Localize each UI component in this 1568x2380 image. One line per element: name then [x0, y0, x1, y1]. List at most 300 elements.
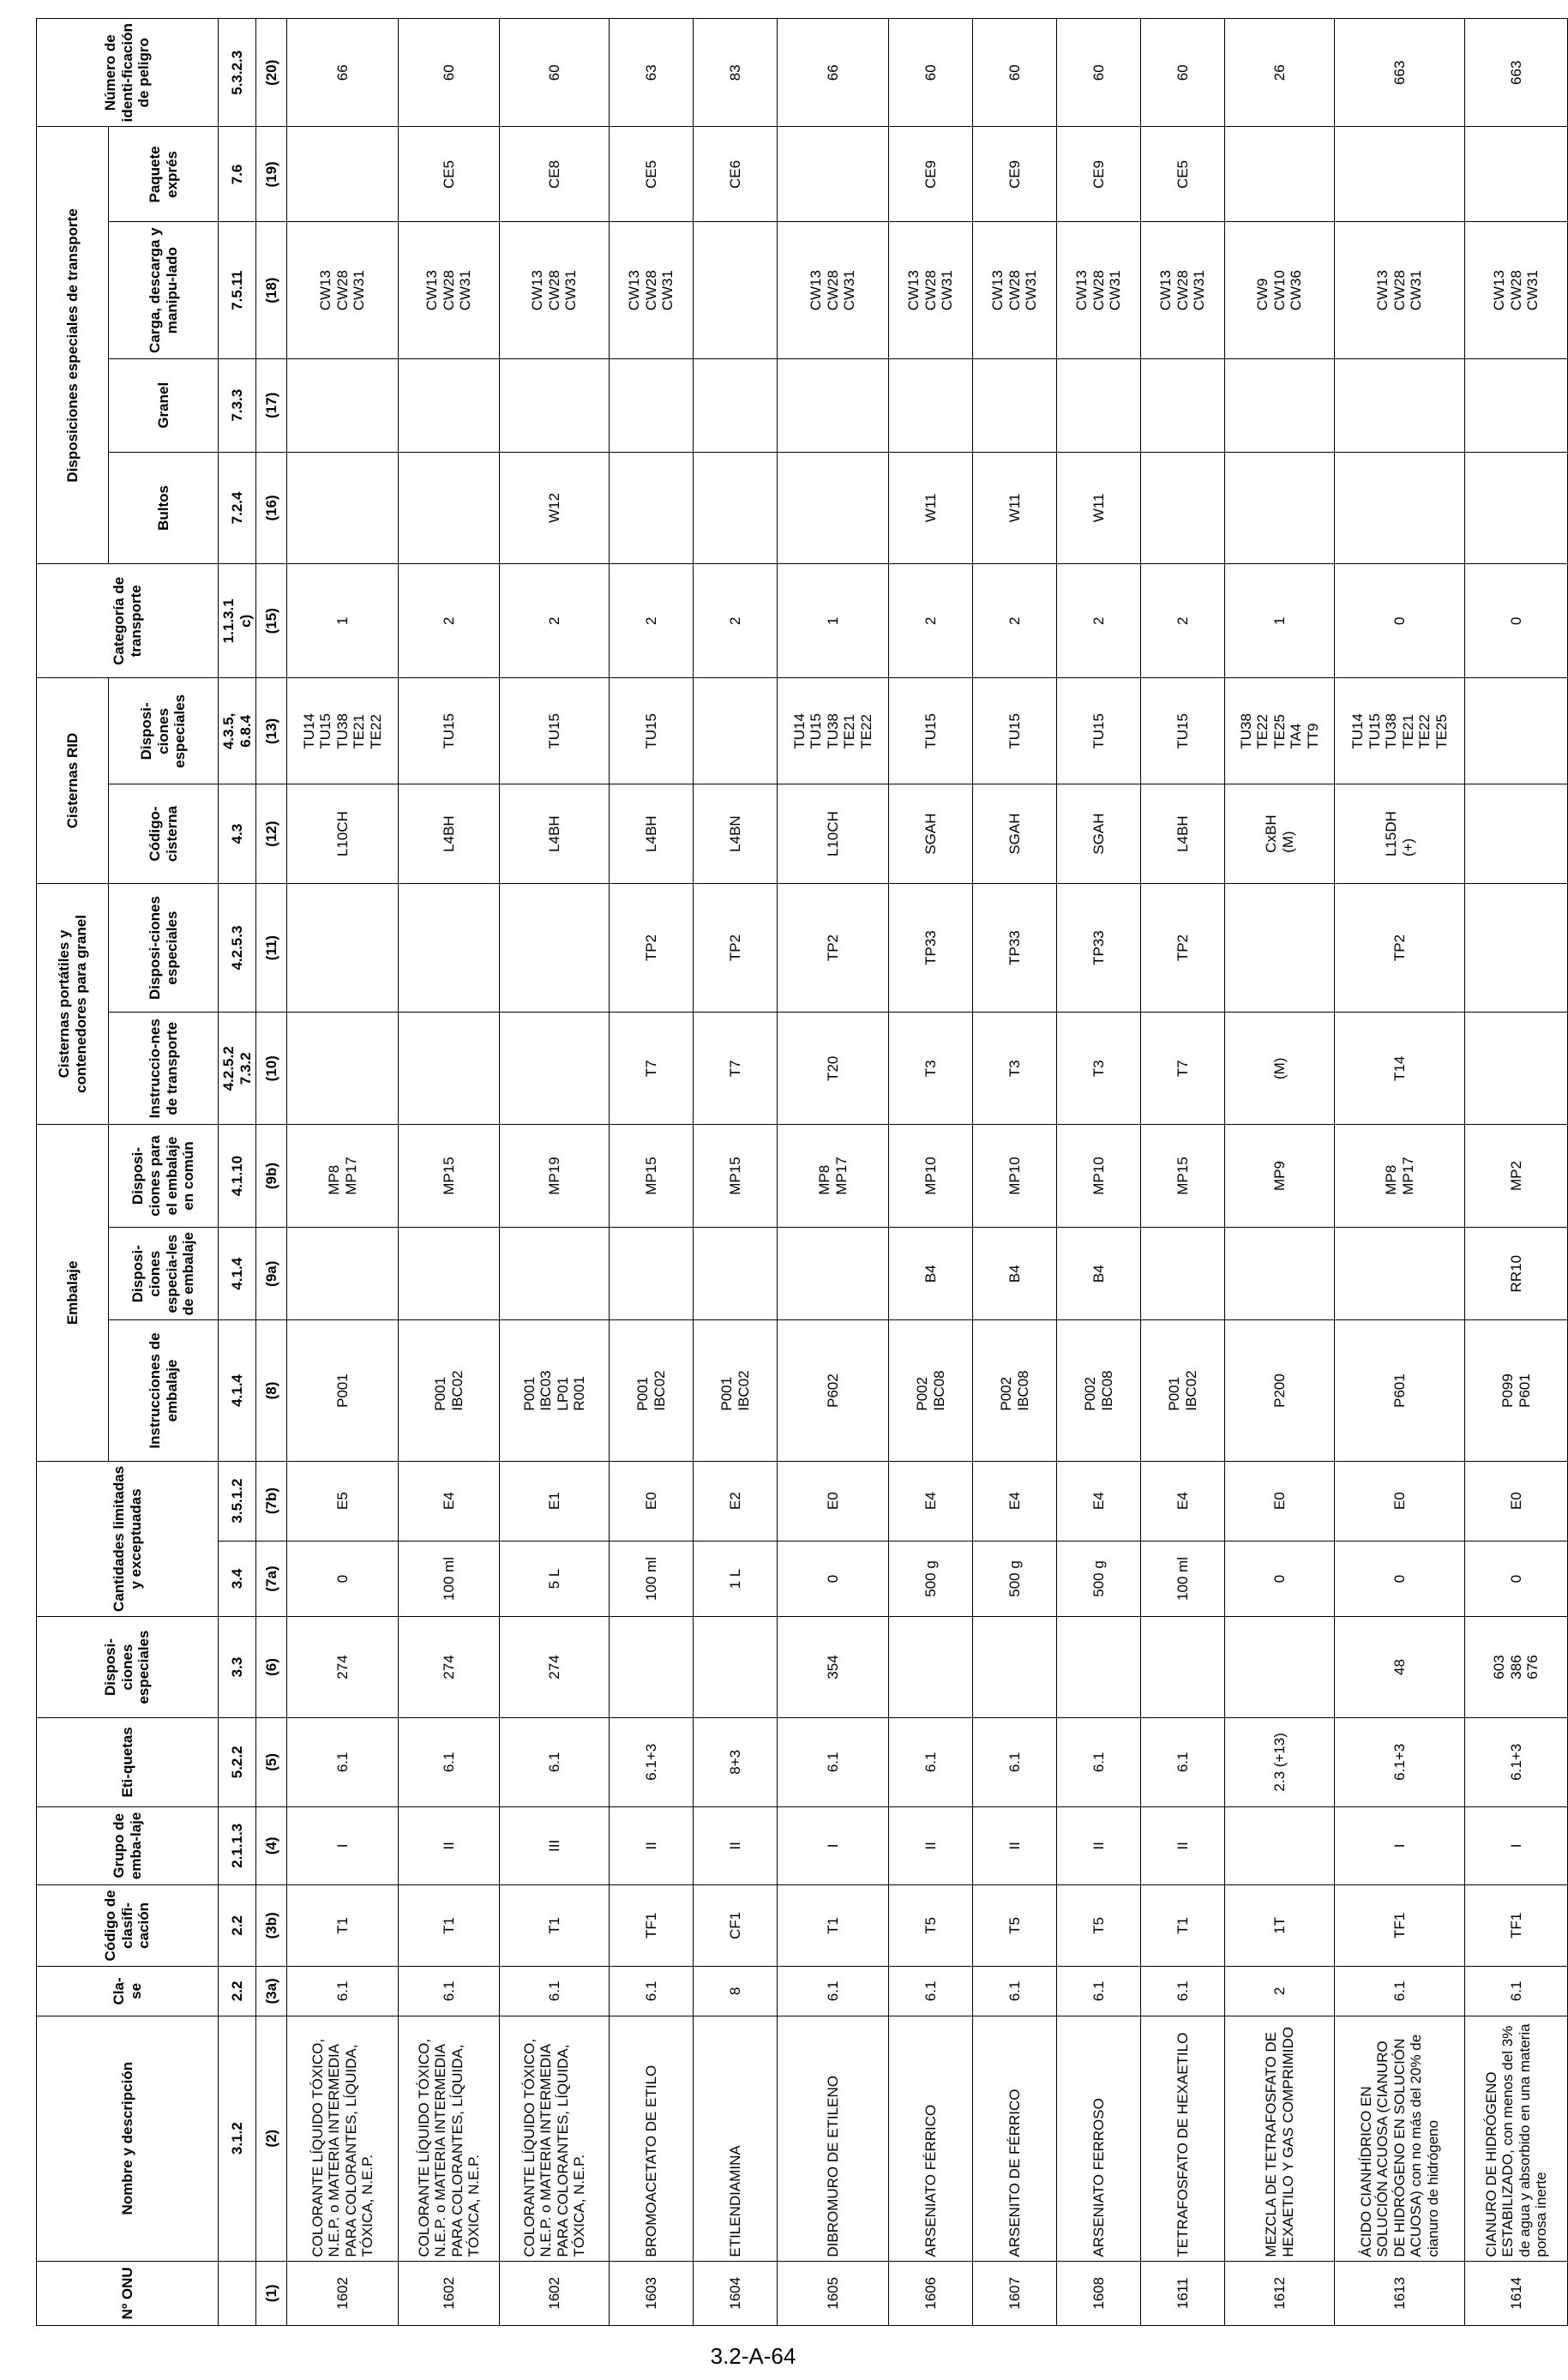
- cell-c9b-value: MP10: [1090, 1157, 1107, 1195]
- cell-un: 1607: [973, 2261, 1057, 2325]
- cell-c17: [778, 358, 889, 452]
- cell-clase: 8: [694, 1967, 778, 2016]
- cell-c10: [1465, 1013, 1568, 1125]
- header-carga: Carga, descarga y manipu-lado: [109, 222, 219, 359]
- cell-clase: 6.1: [778, 1967, 889, 2016]
- cell-grupo: [1225, 1806, 1335, 1884]
- cell-un: 1602: [399, 2261, 500, 2325]
- cell-c18: [973, 222, 1057, 359]
- cell-instr-value: P002 IBC08: [998, 1370, 1031, 1411]
- cell-name: BROMOACETATO DE ETILO: [610, 2016, 694, 2261]
- cell-un: 1602: [500, 2261, 610, 2325]
- table-row: [1141, 19, 1225, 2326]
- cell-grupo: I: [1465, 1806, 1568, 1884]
- cell-name: ARSENIATO FÉRRICO: [889, 2016, 973, 2261]
- cell-c7a: 1 L: [694, 1541, 778, 1617]
- cell-c19: [1465, 127, 1568, 222]
- ref-cell: 5.2.2: [219, 1717, 256, 1806]
- cell-c9b-value: MP9: [1271, 1161, 1288, 1192]
- cell-un: 1605: [778, 2261, 889, 2325]
- cell-disp: [694, 1617, 778, 1717]
- cell-c17: [1057, 358, 1141, 452]
- cell-c13-value: TU38 TE22 TE25 TA4 TT9: [1237, 713, 1321, 749]
- cell-c9a: B4: [1057, 1227, 1141, 1320]
- cell-c10: (M): [1225, 1013, 1335, 1125]
- cell-c11: TP2: [694, 883, 778, 1013]
- header-cisternas-portatiles: Cisternas portátiles y contenedores para granel: [37, 883, 109, 1124]
- cell-c9b: [287, 1125, 399, 1228]
- ref-cell: 2.1.1.3: [219, 1806, 256, 1884]
- cell-disp-value: 274: [333, 1655, 351, 1680]
- cell-c11: [500, 883, 610, 1013]
- cell-c12-value: L4BH: [545, 815, 562, 852]
- cell-c13: [610, 678, 694, 784]
- ref-cell: 7.5.11: [219, 222, 256, 359]
- header-codigo: Código de clasifi-cación: [37, 1884, 219, 1966]
- cell-c13-value: TU15: [1006, 713, 1023, 749]
- cell-c7a: 5 L: [500, 1541, 610, 1617]
- cell-c10: T7: [1141, 1013, 1225, 1125]
- header-instr-embalaje: Instrucciones de embalaje: [109, 1320, 219, 1461]
- cell-c12: [973, 784, 1057, 883]
- cell-c17: [1465, 358, 1568, 452]
- cell-c7b: E0: [1225, 1461, 1335, 1541]
- cell-codigo: T1: [500, 1884, 610, 1966]
- cell-c12: [778, 784, 889, 883]
- cell-c19: CE8: [500, 127, 610, 222]
- cell-c19: CE5: [399, 127, 500, 222]
- column-number-cell: (20): [256, 19, 287, 127]
- cell-clase: 6.1: [973, 1967, 1057, 2016]
- cell-c18: [694, 222, 778, 359]
- column-number-cell: (17): [256, 358, 287, 452]
- column-number-cell: (13): [256, 678, 287, 784]
- cell-c16: [778, 452, 889, 564]
- cell-c7a: 500 g: [973, 1541, 1057, 1617]
- cell-un: 1614: [1465, 2261, 1568, 2325]
- ref-cell: 3.1.2: [219, 2016, 256, 2261]
- cell-c13: [973, 678, 1057, 784]
- cell-c19: CE9: [973, 127, 1057, 222]
- cell-clase: 6.1: [610, 1967, 694, 2016]
- cell-etiq: 6.1+3: [1465, 1717, 1568, 1806]
- cell-c15: 1: [778, 564, 889, 678]
- cell-c7a: 100 ml: [1141, 1541, 1225, 1617]
- cell-c18: [1465, 222, 1568, 359]
- cell-instr: [1057, 1320, 1141, 1461]
- cell-grupo: II: [694, 1806, 778, 1884]
- cell-clase: 6.1: [399, 1967, 500, 2016]
- cell-c7b: E2: [694, 1461, 778, 1541]
- cell-c18-value: CW9 CW10 CW36: [1254, 270, 1305, 311]
- cell-c12: [610, 784, 694, 883]
- cell-c19: CE9: [1057, 127, 1141, 222]
- cell-grupo: II: [1057, 1806, 1141, 1884]
- column-number-cell: (10): [256, 1013, 287, 1125]
- cell-c13: [889, 678, 973, 784]
- cell-etiq: 6.1: [889, 1717, 973, 1806]
- cell-c18: [1057, 222, 1141, 359]
- cell-disp: [1141, 1617, 1225, 1717]
- table-row: [889, 19, 973, 2326]
- ref-cell: 7.3.3: [219, 358, 256, 452]
- ref-cell: 5.3.2.3: [219, 19, 256, 127]
- cell-clase: 6.1: [1335, 1967, 1465, 2016]
- cell-name: ETILENDIAMINA: [694, 2016, 778, 2261]
- cell-disp: [500, 1617, 610, 1717]
- cell-c9a: [1225, 1227, 1335, 1320]
- cell-c20: 663: [1335, 19, 1465, 127]
- cell-grupo: II: [399, 1806, 500, 1884]
- cell-c9b-value: MP8 MP17: [1383, 1157, 1416, 1195]
- cell-c9a: [1335, 1227, 1465, 1320]
- cell-c7b: E0: [1465, 1461, 1568, 1541]
- cell-c10: T3: [973, 1013, 1057, 1125]
- cell-c11: TP2: [610, 883, 694, 1013]
- column-number-cell: (4): [256, 1806, 287, 1884]
- cell-c9a: [694, 1227, 778, 1320]
- cell-instr: [1141, 1320, 1225, 1461]
- cell-instr: [399, 1320, 500, 1461]
- cell-c18-value: CW13 CW28 CW31: [1491, 270, 1541, 311]
- cell-c11: TP33: [973, 883, 1057, 1013]
- cell-instr-value: P002 IBC08: [914, 1370, 947, 1411]
- table-row: [1335, 19, 1465, 2326]
- cell-c10: T3: [889, 1013, 973, 1125]
- cell-codigo: T1: [287, 1884, 399, 1966]
- cell-c12-value: SGAH: [1090, 813, 1107, 855]
- cell-c9b: [610, 1125, 694, 1228]
- cell-c9a: [287, 1227, 399, 1320]
- cell-c18-value: CW13 CW28 CW31: [1374, 270, 1425, 311]
- cell-c12: [1141, 784, 1225, 883]
- cell-etiq: 6.1+3: [610, 1717, 694, 1806]
- cell-un: 1606: [889, 2261, 973, 2325]
- cell-c18: [500, 222, 610, 359]
- ref-cell: 2.2: [219, 1967, 256, 2016]
- cell-etiq: 6.1: [1141, 1717, 1225, 1806]
- cell-c12-value: SGAH: [922, 813, 939, 855]
- ref-cell: 4.2.5.2 7.3.2: [219, 1013, 256, 1125]
- cell-c9b: [694, 1125, 778, 1228]
- cell-c9b-value: MP15: [1174, 1157, 1191, 1195]
- cell-c9a: B4: [889, 1227, 973, 1320]
- cell-c13-value: TU14 TU15 TU38 TE21 TE22: [300, 713, 384, 749]
- page-number: 3.2-A-64: [710, 2343, 796, 2369]
- cell-grupo: III: [500, 1806, 610, 1884]
- cell-c15: 2: [500, 564, 610, 678]
- cell-instr-value: P002 IBC08: [1082, 1370, 1115, 1411]
- cell-etiq: 6.1: [778, 1717, 889, 1806]
- header-cisternas-rid: Cisternas RID: [37, 678, 109, 883]
- cell-c13-value: TU15: [440, 713, 457, 749]
- cell-c16: [1225, 452, 1335, 564]
- cell-disp-value: 274: [545, 1655, 562, 1680]
- cell-instr-value: P001 IBC02: [432, 1370, 466, 1411]
- cell-c13: [1141, 678, 1225, 784]
- cell-c12-value: L4BN: [726, 815, 743, 852]
- cell-c9a: [1141, 1227, 1225, 1320]
- cell-c13-value: TU15: [1090, 713, 1107, 749]
- table-row: [610, 19, 694, 2326]
- cell-instr: [778, 1320, 889, 1461]
- cell-disp: [399, 1617, 500, 1717]
- cell-disp: [778, 1617, 889, 1717]
- cell-c20: 63: [610, 19, 694, 127]
- cell-clase: 6.1: [1141, 1967, 1225, 2016]
- cell-c9a: [500, 1227, 610, 1320]
- cell-name: COLORANTE LÍQUIDO TÓXICO, N.E.P. o MATERIA INTERMEDIA PARA COLORANTES, LÍQUIDA, TÓXICA, N.E.P.: [287, 2016, 399, 2261]
- cell-etiq: 6.1: [973, 1717, 1057, 1806]
- cell-c12-value: L4BH: [1174, 815, 1191, 852]
- cell-c9b-value: MP10: [922, 1157, 939, 1195]
- cell-c12: [1335, 784, 1465, 883]
- cell-c7a: 0: [1225, 1541, 1335, 1617]
- cell-c9b-value: MP15: [642, 1157, 659, 1195]
- cell-c19: CE5: [1141, 127, 1225, 222]
- cell-c18-value: CW13 CW28 CW31: [317, 270, 368, 311]
- column-number-cell: (5): [256, 1717, 287, 1806]
- cell-c17: [399, 358, 500, 452]
- cell-c18-value: CW13 CW28 CW31: [808, 270, 858, 311]
- ref-cell: 4.3: [219, 784, 256, 883]
- cell-c7b: E4: [973, 1461, 1057, 1541]
- header-clase: Cla-se: [37, 1967, 219, 2016]
- cell-c13: [778, 678, 889, 784]
- cell-c12-value: L4BH: [440, 815, 457, 852]
- table-row: [973, 19, 1057, 2326]
- cell-c18: [889, 222, 973, 359]
- column-number-cell: (15): [256, 564, 287, 678]
- column-number-cell: (3a): [256, 1967, 287, 2016]
- cell-c19: [287, 127, 399, 222]
- cell-disp-value: 48: [1391, 1659, 1408, 1675]
- cell-clase: 6.1: [889, 1967, 973, 2016]
- cell-grupo: I: [1335, 1806, 1465, 1884]
- cell-name: CIANURO DE HIDRÓGENO ESTABILIZADO, con menos del 3% de agua y absorbido en una materia porosa inerte: [1465, 2016, 1568, 2261]
- cell-name: MEZCLA DE TETRAFOSFATO DE HEXAETILO Y GAS COMPRIMIDO: [1225, 2016, 1335, 2261]
- cell-name: DIBROMURO DE ETILENO: [778, 2016, 889, 2261]
- cell-disp: [1465, 1617, 1568, 1717]
- cell-c9a: [399, 1227, 500, 1320]
- reference-row: [219, 19, 256, 2326]
- column-number-cell: (9a): [256, 1227, 287, 1320]
- cell-c17: [610, 358, 694, 452]
- cell-c17: [973, 358, 1057, 452]
- header-numero-peligro: Número de identi-ficación de peligro: [37, 19, 219, 127]
- cell-c18: [1141, 222, 1225, 359]
- cell-c18: [778, 222, 889, 359]
- cell-c12-value: SGAH: [1006, 813, 1023, 855]
- cell-instr: [1225, 1320, 1335, 1461]
- cell-c20: 60: [399, 19, 500, 127]
- cell-codigo: T5: [889, 1884, 973, 1966]
- cell-c20: 60: [500, 19, 610, 127]
- cell-c20: 66: [287, 19, 399, 127]
- cell-c12-value: L10CH: [333, 811, 351, 857]
- cell-instr-value: P601: [1391, 1373, 1408, 1408]
- cell-c11: [1465, 883, 1568, 1013]
- cell-un: 1603: [610, 2261, 694, 2325]
- cell-c9b: [1057, 1125, 1141, 1228]
- cell-instr-value: P099 P601: [1499, 1373, 1533, 1408]
- cell-codigo: T1: [399, 1884, 500, 1966]
- cell-disp: [1335, 1617, 1465, 1717]
- cell-c10: [287, 1013, 399, 1125]
- cell-c12-value: CxBH (M): [1263, 814, 1296, 853]
- cell-instr-value: P001 IBC02: [634, 1370, 668, 1411]
- cell-instr-value: P001 IBC02: [1166, 1370, 1199, 1411]
- cell-c17: [500, 358, 610, 452]
- cell-c12: [889, 784, 973, 883]
- cell-c11: TP33: [889, 883, 973, 1013]
- column-number-cell: (12): [256, 784, 287, 883]
- table-row: [1465, 19, 1568, 2326]
- cell-etiq: 6.1: [399, 1717, 500, 1806]
- cell-c15: 2: [399, 564, 500, 678]
- cell-c10: T7: [694, 1013, 778, 1125]
- cell-clase: 2: [1225, 1967, 1335, 2016]
- cell-clase: 6.1: [500, 1967, 610, 2016]
- ref-cell: 4.3.5, 6.8.4: [219, 678, 256, 784]
- cell-etiq: 2.3 (+13): [1225, 1717, 1335, 1806]
- column-number-cell: (7a): [256, 1541, 287, 1617]
- header-instr-transporte: Instruccio-nes de transporte: [109, 1013, 219, 1125]
- cell-clase: 6.1: [287, 1967, 399, 2016]
- cell-etiq: 8+3: [694, 1717, 778, 1806]
- header-disp-transporte: Disposiciones especiales de transporte: [37, 127, 109, 564]
- cell-codigo: CF1: [694, 1884, 778, 1966]
- cell-c9b: [399, 1125, 500, 1228]
- header-un-no: Nº ONU: [37, 2261, 219, 2325]
- header-name: Nombre y descripción: [37, 2016, 219, 2261]
- cell-c15: 2: [694, 564, 778, 678]
- cell-c20: 60: [889, 19, 973, 127]
- cell-disp: [973, 1617, 1057, 1717]
- dangerous-goods-table: [36, 18, 1568, 2326]
- cell-c18: [610, 222, 694, 359]
- cell-c13: [500, 678, 610, 784]
- cell-un: 1612: [1225, 2261, 1335, 2325]
- cell-instr-value: P200: [1271, 1373, 1288, 1408]
- cell-c16: [399, 452, 500, 564]
- cell-c12: [1057, 784, 1141, 883]
- cell-name: COLORANTE LÍQUIDO TÓXICO, N.E.P. o MATERIA INTERMEDIA PARA COLORANTES, LÍQUIDA, TÓXICA, N.E.P.: [399, 2016, 500, 2261]
- cell-c9b: [1335, 1125, 1465, 1228]
- ref-cell: 3.4: [219, 1541, 256, 1617]
- cell-c15: 1: [1225, 564, 1335, 678]
- cell-c11: TP2: [778, 883, 889, 1013]
- cell-c20: 83: [694, 19, 778, 127]
- cell-c9b-value: MP2: [1507, 1161, 1524, 1192]
- cell-c9b: [500, 1125, 610, 1228]
- cell-c12: [1225, 784, 1335, 883]
- cell-codigo: T1: [1141, 1884, 1225, 1966]
- cell-disp-value: 274: [440, 1655, 457, 1680]
- column-number-cell: (18): [256, 222, 287, 359]
- cell-disp: [1057, 1617, 1141, 1717]
- cell-c18-value: CW13 CW28 CW31: [424, 270, 474, 311]
- cell-c9b: [1225, 1125, 1335, 1228]
- cell-instr: [287, 1320, 399, 1461]
- cell-grupo: II: [610, 1806, 694, 1884]
- cell-c7a: 0: [1465, 1541, 1568, 1617]
- cell-c20: 60: [973, 19, 1057, 127]
- cell-c7a: 0: [287, 1541, 399, 1617]
- cell-c11: TP33: [1057, 883, 1141, 1013]
- cell-c15: 2: [1141, 564, 1225, 678]
- cell-un: 1611: [1141, 2261, 1225, 2325]
- cell-disp-value: 603 386 676: [1491, 1655, 1541, 1680]
- table-row: [287, 19, 399, 2326]
- cell-c10: [500, 1013, 610, 1125]
- cell-c7a: 100 ml: [610, 1541, 694, 1617]
- column-number-cell: (6): [256, 1617, 287, 1717]
- cell-c12: [694, 784, 778, 883]
- cell-c18: [287, 222, 399, 359]
- cell-c12-value: L4BH: [642, 815, 659, 852]
- ref-cell: 4.1.10: [219, 1125, 256, 1228]
- cell-codigo: TF1: [1335, 1884, 1465, 1966]
- cell-codigo: T5: [1057, 1884, 1141, 1966]
- cell-etiq: 6.1: [500, 1717, 610, 1806]
- cell-grupo: I: [287, 1806, 399, 1884]
- column-number-cell: (3b): [256, 1884, 287, 1966]
- header-disp-comun: Disposi-ciones para el embalaje en común: [109, 1125, 219, 1228]
- cell-name: ARSENIATO FERROSO: [1057, 2016, 1141, 2261]
- header-codigo-cisterna: Código-cisterna: [109, 784, 219, 883]
- cell-c7a: 0: [1335, 1541, 1465, 1617]
- cell-c10: T20: [778, 1013, 889, 1125]
- column-number-row: [256, 19, 287, 2326]
- table-row: [1225, 19, 1335, 2326]
- cell-instr-value: P001: [333, 1373, 351, 1408]
- cell-c16: W11: [1057, 452, 1141, 564]
- cell-c13-value: TU15: [545, 713, 562, 749]
- cell-c15: 0: [1335, 564, 1465, 678]
- cell-codigo: TF1: [610, 1884, 694, 1966]
- cell-un: 1604: [694, 2261, 778, 2325]
- cell-c12: [1465, 784, 1568, 883]
- table-row: [500, 19, 610, 2326]
- cell-c13: [287, 678, 399, 784]
- header-embalaje: Embalaje: [37, 1125, 109, 1461]
- cell-codigo: TF1: [1465, 1884, 1568, 1966]
- ref-cell: 4.1.4: [219, 1227, 256, 1320]
- cell-c11: [1225, 883, 1335, 1013]
- cell-instr: [500, 1320, 610, 1461]
- cell-c7a: 500 g: [889, 1541, 973, 1617]
- header-paquete: Paquete exprés: [109, 127, 219, 222]
- ref-cell: 4.1.4: [219, 1320, 256, 1461]
- cell-etiq: 6.1+3: [1335, 1717, 1465, 1806]
- header-categoria: Categoría de transporte: [37, 564, 219, 678]
- cell-disp: [889, 1617, 973, 1717]
- header-cantidades: Cantidades limitadas y exceptuadas: [37, 1461, 219, 1617]
- cell-c10: T14: [1335, 1013, 1465, 1125]
- ref-cell: [219, 2261, 256, 2325]
- cell-instr: [610, 1320, 694, 1461]
- cell-c12-value: L10CH: [824, 811, 841, 857]
- cell-c16: [610, 452, 694, 564]
- cell-c20: 60: [1141, 19, 1225, 127]
- cell-c13-value: TU15: [922, 713, 939, 749]
- cell-c12: [500, 784, 610, 883]
- cell-c7a: 0: [778, 1541, 889, 1617]
- table-row: [694, 19, 778, 2326]
- cell-c17: [889, 358, 973, 452]
- cell-c18-value: CW13 CW28 CW31: [529, 270, 580, 311]
